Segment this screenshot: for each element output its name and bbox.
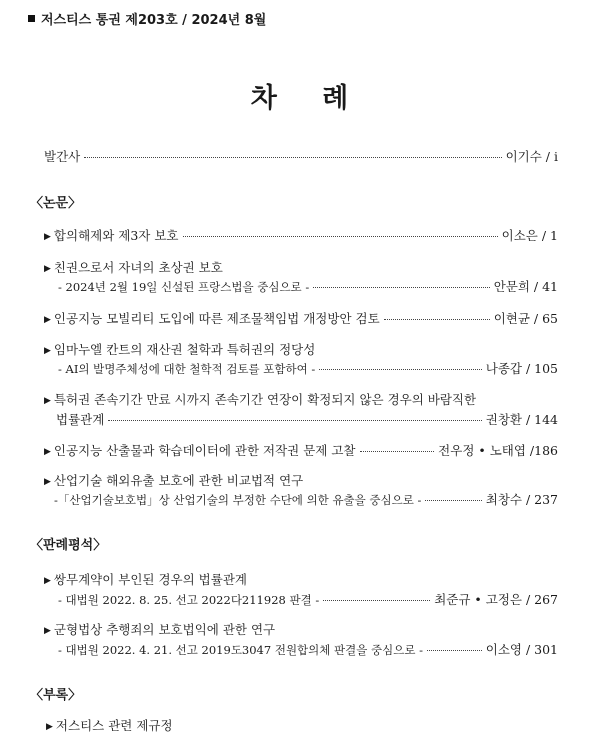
triangle-bullet-icon: ▶ xyxy=(44,264,51,274)
dot-leader xyxy=(427,650,482,651)
toc-entry-subtitle[interactable] xyxy=(58,277,558,295)
toc-entry-title[interactable] xyxy=(44,390,476,408)
toc-title: 저스티스 관련 제규정 xyxy=(55,718,173,733)
toc-subtitle: - 2024년 2월 19일 신설된 프랑스법을 중심으로 - xyxy=(58,280,310,294)
dot-leader xyxy=(84,157,501,158)
toc-title: 법률관계 xyxy=(56,412,105,427)
toc-author: 권창환 / 144 xyxy=(485,412,558,427)
page-title: 차 례 xyxy=(250,83,367,114)
toc-entry-subtitle[interactable] xyxy=(54,490,558,508)
toc-title: 산업기술 해외유출 보호에 관한 비교법적 연구 xyxy=(53,473,304,488)
triangle-bullet-icon: ▶ xyxy=(44,576,51,586)
toc-entry-title[interactable] xyxy=(44,620,275,638)
toc-title: 쌍무계약이 부인된 경우의 법률관계 xyxy=(53,572,247,587)
journal-issue: 저스티스 통권 제203호 / 2024년 8월 xyxy=(41,13,267,28)
toc-author: 최준규 • 고정은 / 267 xyxy=(434,592,558,607)
triangle-bullet-icon: ▶ xyxy=(44,232,51,242)
toc-author: 나종갑 / 105 xyxy=(485,361,558,376)
toc-entry[interactable] xyxy=(44,226,558,244)
triangle-bullet-icon: ▶ xyxy=(44,447,51,457)
triangle-bullet-icon: ▶ xyxy=(44,315,51,325)
toc-entry-title[interactable] xyxy=(44,570,247,588)
triangle-bullet-icon: ▶ xyxy=(44,346,51,356)
journal-header xyxy=(28,9,266,28)
toc-subtitle: - 대법원 2022. 8. 25. 선고 2022다211928 판결 - xyxy=(58,593,320,607)
toc-entry[interactable] xyxy=(44,309,558,327)
toc-title: 발간사 xyxy=(44,149,81,164)
triangle-bullet-icon: ▶ xyxy=(44,477,51,487)
toc-author: 전우정 • 노태엽 /186 xyxy=(438,443,558,458)
dot-leader xyxy=(319,369,481,370)
toc-author: 이소영 / 301 xyxy=(485,642,558,657)
triangle-bullet-icon: ▶ xyxy=(44,396,51,406)
toc-author: 최창수 / 237 xyxy=(485,492,558,507)
toc-entry-preface[interactable] xyxy=(44,147,558,165)
dot-leader xyxy=(425,500,481,501)
section-heading-cases: 〈판례평석〉 xyxy=(30,538,107,553)
toc-entry-subtitle[interactable] xyxy=(58,590,558,608)
toc-title: 인공지능 모빌리티 도입에 따른 제조물책임법 개정방안 검토 xyxy=(53,311,380,326)
toc-entry-subtitle[interactable] xyxy=(58,359,558,377)
toc-author: 이소은 / 1 xyxy=(501,228,558,243)
dot-leader xyxy=(183,236,498,237)
toc-author: 이현균 / 65 xyxy=(493,311,558,326)
triangle-bullet-icon: ▶ xyxy=(44,626,51,636)
toc-title: 특허권 존속기간 만료 시까지 존속기간 연장이 확정되지 않은 경우의 바람직한 xyxy=(53,392,477,407)
toc-entry-title[interactable] xyxy=(46,716,173,734)
dot-leader xyxy=(313,287,489,288)
toc-title: 임마누엘 칸트의 재산권 철학과 특허권의 정당성 xyxy=(53,342,316,357)
triangle-bullet-icon: ▶ xyxy=(46,722,53,732)
toc-title: 인공지능 산출물과 학습데이터에 관한 저작권 문제 고찰 xyxy=(53,443,356,458)
toc-title: 합의해제와 제3자 보호 xyxy=(53,228,179,243)
toc-title: 군형법상 추행죄의 보호법익에 관한 연구 xyxy=(53,622,276,637)
section-heading-papers: 〈논문〉 xyxy=(30,196,82,211)
toc-subtitle: -「산업기술보호법」상 산업기술의 부정한 수단에 의한 유출을 중심으로 - xyxy=(54,493,422,507)
toc-entry-title[interactable] xyxy=(44,471,303,489)
toc-author: 이기수 / i xyxy=(505,149,558,164)
section-heading-appendix: 〈부록〉 xyxy=(30,688,82,703)
toc-subtitle: - 대법원 2022. 4. 21. 선고 2019도3047 전원합의체 판결을 중심으로 - xyxy=(58,643,424,657)
dot-leader xyxy=(384,319,490,320)
square-bullet-icon xyxy=(28,15,35,22)
dot-leader xyxy=(323,600,430,601)
dot-leader xyxy=(360,451,435,452)
toc-entry-title[interactable] xyxy=(44,258,223,276)
toc-title: 친권으로서 자녀의 초상권 보호 xyxy=(53,260,223,275)
toc-subtitle: - AI의 발명주체성에 대한 철학적 검토를 포함하여 - xyxy=(58,362,316,376)
toc-entry-title[interactable] xyxy=(44,340,315,358)
toc-entry-subtitle[interactable] xyxy=(58,640,558,658)
toc-entry[interactable] xyxy=(44,441,558,459)
toc-entry-continued[interactable] xyxy=(56,410,558,428)
toc-author: 안문희 / 41 xyxy=(493,279,558,294)
dot-leader xyxy=(108,420,481,421)
